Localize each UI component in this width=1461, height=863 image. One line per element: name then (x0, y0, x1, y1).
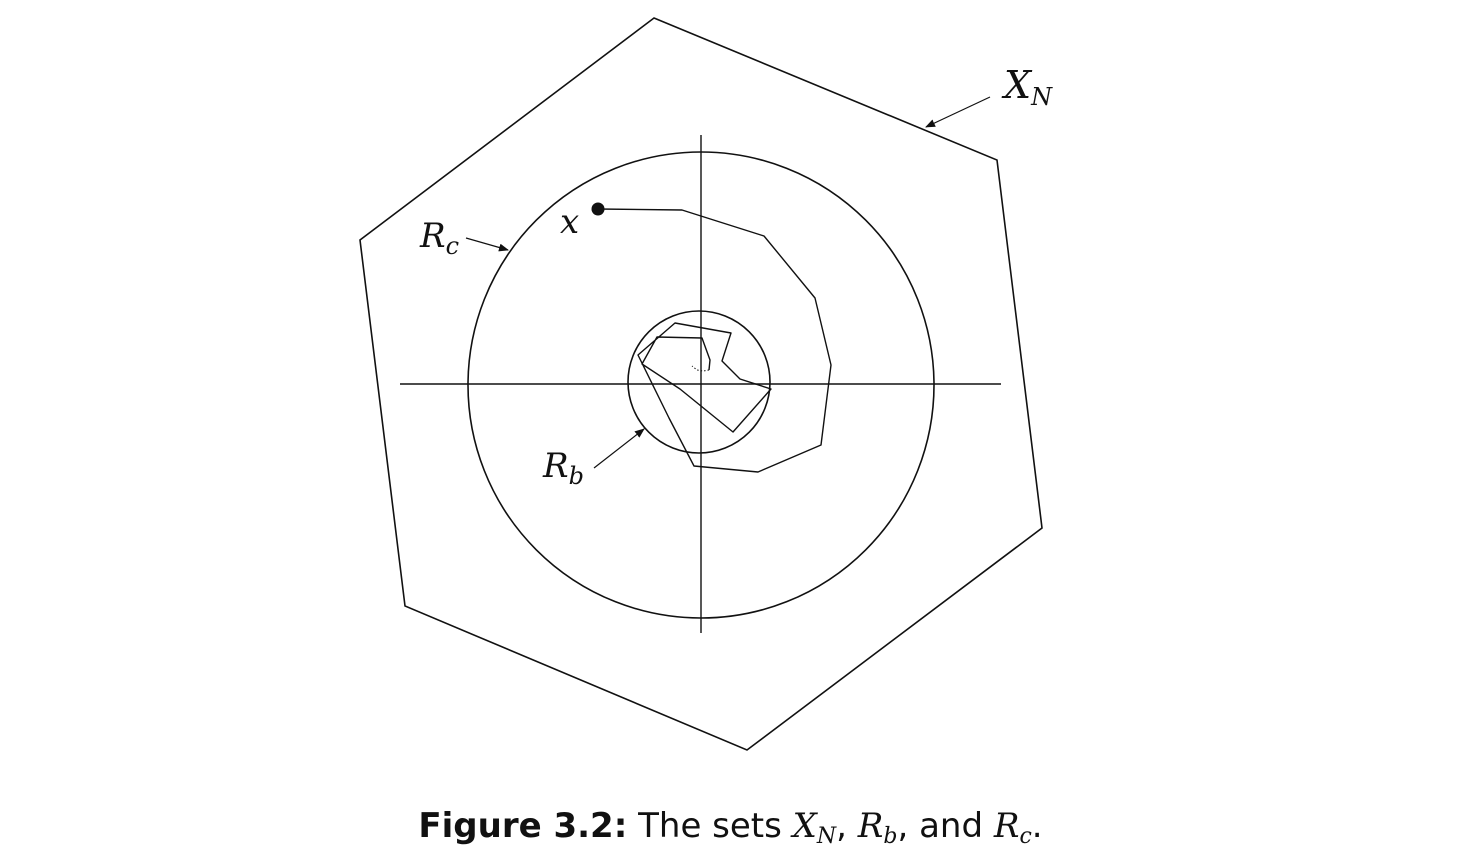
caption-period: . (1031, 806, 1043, 846)
trajectory-outer (598, 209, 831, 472)
xn-arrow (926, 97, 990, 127)
label-rb: $R_b$ (543, 446, 584, 490)
caption-label: Figure 3.2: (418, 806, 628, 846)
label-xn: XN (1004, 63, 1053, 111)
label-rc: $R_c$ (420, 216, 460, 260)
caption-separator: , and (897, 806, 994, 846)
caption-separator: , (836, 806, 858, 846)
caption-symbol-rc: $R_c$ (993, 806, 1032, 849)
initial-point-dot (592, 203, 605, 216)
rb-arrow (594, 429, 644, 468)
caption-text: The sets (627, 806, 793, 846)
label-x: x (560, 202, 580, 242)
figure-caption (0, 806, 1461, 849)
caption-symbol-xn: $X_N$ (792, 806, 837, 849)
caption-symbol-rb: $R_b$ (857, 806, 898, 849)
rc-arrow (466, 238, 508, 250)
